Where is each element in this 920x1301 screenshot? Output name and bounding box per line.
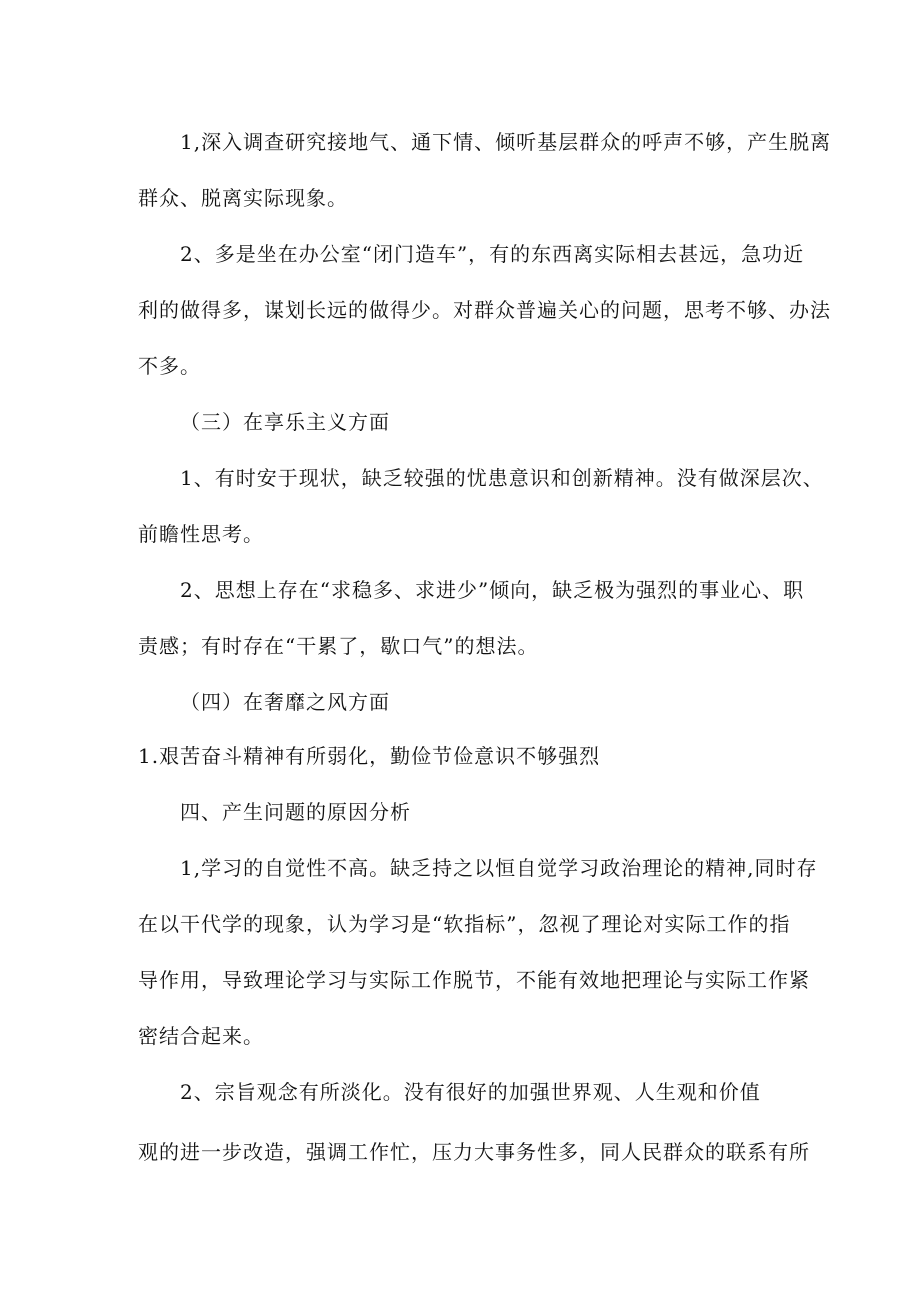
paragraph-4-line-2: 责感；有时存在“干累了，歇口气”的想法。 (138, 634, 539, 658)
paragraph-3-line-1: 1、有时安于现状，缺乏较强的忧患意识和创新精神。没有做深层次、 (180, 466, 824, 490)
section-heading-4: （四）在奢靡之风方面 (180, 690, 390, 714)
section-heading-3: （三）在享乐主义方面 (180, 410, 390, 434)
paragraph-4-line-1: 2、思想上存在“求稳多、求进少”倾向，缺乏极为强烈的事业心、职 (180, 578, 805, 602)
paragraph-6-line-4: 密结合起来。 (138, 1024, 264, 1048)
paragraph-3-line-2: 前瞻性思考。 (138, 522, 264, 546)
paragraph-2-line-1: 2、多是坐在办公室“闭门造车”，有的东西离实际相去甚远，急功近 (180, 242, 805, 266)
paragraph-2-line-2: 利的做得多，谋划长远的做得少。对群众普遍关心的问题，思考不够、办法 (138, 298, 831, 322)
section-heading-analysis: 四、产生问题的原因分析 (180, 800, 411, 824)
paragraph-1-line-1: 1,深入调查研究接地气、通下情、倾听基层群众的呼声不够，产生脱离 (180, 130, 832, 154)
paragraph-7-line-2: 观的进一步改造，强调工作忙，压力大事务性多，同人民群众的联系有所 (138, 1140, 810, 1164)
paragraph-7-line-1: 2、宗旨观念有所淡化。没有很好的加强世界观、人生观和价值 (180, 1080, 761, 1104)
paragraph-6-line-3: 导作用，导致理论学习与实际工作脱节，不能有效地把理论与实际工作紧 (138, 968, 810, 992)
paragraph-6-line-1: 1,学习的自觉性不高。缺乏持之以恒自觉学习政治理论的精神,同时存 (180, 856, 818, 880)
paragraph-6-line-2: 在以干代学的现象，认为学习是“软指标”，忽视了理论对实际工作的指 (138, 912, 791, 936)
paragraph-2-line-3: 不多。 (138, 354, 201, 378)
paragraph-5-line-1: 1.艰苦奋斗精神有所弱化，勤俭节俭意识不够强烈 (138, 744, 601, 768)
paragraph-1-line-2: 群众、脱离实际现象。 (138, 186, 348, 210)
